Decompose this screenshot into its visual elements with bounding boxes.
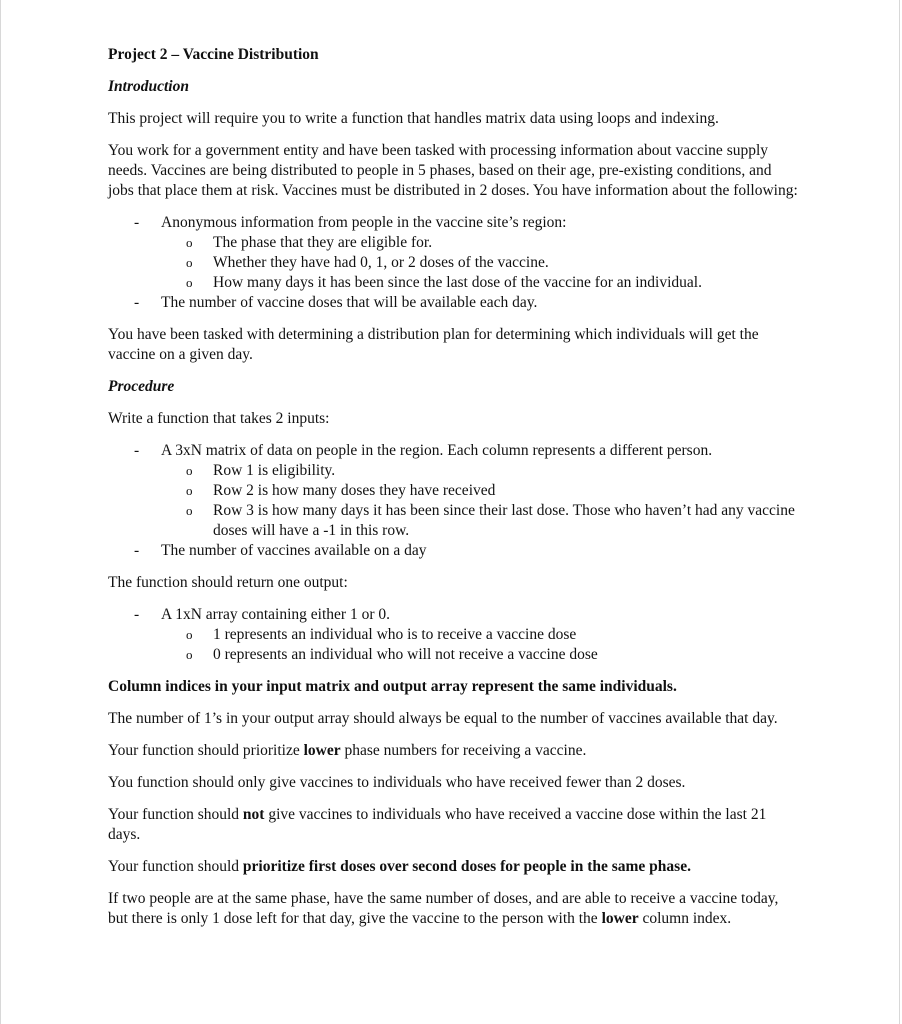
- rule-fewer-than-two: You function should only give vaccines to individuals who have received fewer than 2 doses.: [108, 774, 686, 791]
- list-item: [108, 213, 798, 293]
- list-item-text: A 1xN array containing either 1 or 0.: [161, 606, 390, 623]
- rule-text: If two people are at the same phase, have the same number of doses, and are able to receive a vaccine today, but there is only 1 dose left for that day, give the vaccine to the person with the: [108, 890, 779, 927]
- intro-paragraph-2: You work for a government entity and have been tasked with processing information about vaccine supply needs. Vaccines are being distributed to people in 5 phases, based on their age, pre-existing conditions, and jobs that place them at risk. Vaccines must be distributed in 2 doses. You have information about the following:: [108, 142, 798, 199]
- sub-list-item-text: Row 1 is eligibility.: [213, 462, 336, 479]
- sub-list-item-text: The phase that they are eligible for.: [213, 234, 433, 251]
- circle-bullet: o: [186, 275, 193, 290]
- dash-bullet: -: [134, 294, 140, 311]
- rule-tiebreak: [108, 889, 798, 929]
- list-item: [108, 541, 798, 561]
- sub-list-item: [161, 501, 798, 541]
- procedure-heading: Procedure: [108, 378, 175, 395]
- sub-list: [161, 625, 798, 665]
- sub-list: [161, 233, 798, 293]
- rule-text: column index.: [638, 910, 732, 927]
- document-body: [108, 45, 798, 941]
- procedure-paragraph-1: Write a function that takes 2 inputs:: [108, 410, 330, 427]
- rule-emphasis: lower: [601, 910, 639, 927]
- rule-text: phase numbers for receiving a vaccine.: [340, 742, 587, 759]
- sub-list-item: [161, 273, 798, 293]
- list-item-text: The number of vaccine doses that will be available each day.: [161, 294, 538, 311]
- rule-lower-phase: [108, 741, 798, 761]
- bold-note-text: Column indices in your input matrix and output array represent the same individuals.: [108, 678, 677, 695]
- circle-bullet: o: [186, 647, 193, 662]
- rule-text: give vaccines to individuals who have received a vaccine dose within the last 21 days.: [108, 806, 767, 843]
- list-item: [108, 605, 798, 665]
- sub-list-item-text: Whether they have had 0, 1, or 2 doses of the vaccine.: [213, 254, 549, 271]
- circle-bullet: o: [186, 503, 193, 518]
- document-title: Project 2 – Vaccine Distribution: [108, 46, 319, 63]
- sub-list-item: [161, 461, 798, 481]
- rule-text: Your function should: [108, 858, 243, 875]
- inputs-list: [108, 441, 798, 561]
- dash-bullet: -: [134, 442, 140, 459]
- info-list: [108, 213, 798, 313]
- sub-list-item: [161, 481, 798, 501]
- rule-text: Your function should prioritize: [108, 742, 304, 759]
- rule-emphasis: lower: [303, 742, 341, 759]
- sub-list-item-text: 1 represents an individual who is to receive a vaccine dose: [213, 626, 577, 643]
- output-list: [108, 605, 798, 665]
- rule-output-count: The number of 1’s in your output array should always be equal to the number of vaccines available that day.: [108, 710, 778, 727]
- procedure-paragraph-2: The function should return one output:: [108, 574, 348, 591]
- rule-emphasis: prioritize first doses over second doses for people in the same phase.: [242, 858, 691, 875]
- list-item-text: A 3xN matrix of data on people in the region. Each column represents a different person.: [161, 442, 713, 459]
- sub-list-item-text: Row 2 is how many doses they have received: [213, 482, 496, 499]
- sub-list-item-text: 0 represents an individual who will not receive a vaccine dose: [213, 646, 598, 663]
- sub-list-item: [161, 233, 798, 253]
- circle-bullet: o: [186, 235, 193, 250]
- bold-note: [108, 677, 798, 697]
- list-item-text: The number of vaccines available on a day: [161, 542, 427, 559]
- sub-list-item: [161, 645, 798, 665]
- sub-list: [161, 461, 798, 541]
- sub-list-item: [161, 625, 798, 645]
- sub-list-item-text: How many days it has been since the last dose of the vaccine for an individual.: [213, 274, 702, 291]
- rule-21-days: [108, 805, 798, 845]
- list-item: [108, 441, 798, 541]
- sub-list-item: [161, 253, 798, 273]
- circle-bullet: o: [186, 255, 193, 270]
- circle-bullet: o: [186, 463, 193, 478]
- introduction-heading: Introduction: [108, 78, 189, 95]
- sub-list-item-text: Row 3 is how many days it has been since their last dose. Those who haven’t had any vaccine doses will have a -1 in this row.: [213, 502, 795, 539]
- list-item-text: Anonymous information from people in the vaccine site’s region:: [161, 214, 567, 231]
- rule-emphasis: not: [242, 806, 265, 823]
- intro-paragraph-3: You have been tasked with determining a distribution plan for determining which individuals will get the vaccine on a given day.: [108, 326, 759, 363]
- dash-bullet: -: [134, 214, 140, 231]
- circle-bullet: o: [186, 483, 193, 498]
- dash-bullet: -: [134, 606, 140, 623]
- rule-first-doses: [108, 857, 798, 877]
- rule-text: Your function should: [108, 806, 243, 823]
- dash-bullet: -: [134, 542, 140, 559]
- list-item: [108, 293, 798, 313]
- circle-bullet: o: [186, 627, 193, 642]
- intro-paragraph-1: This project will require you to write a function that handles matrix data using loops and indexing.: [108, 110, 719, 127]
